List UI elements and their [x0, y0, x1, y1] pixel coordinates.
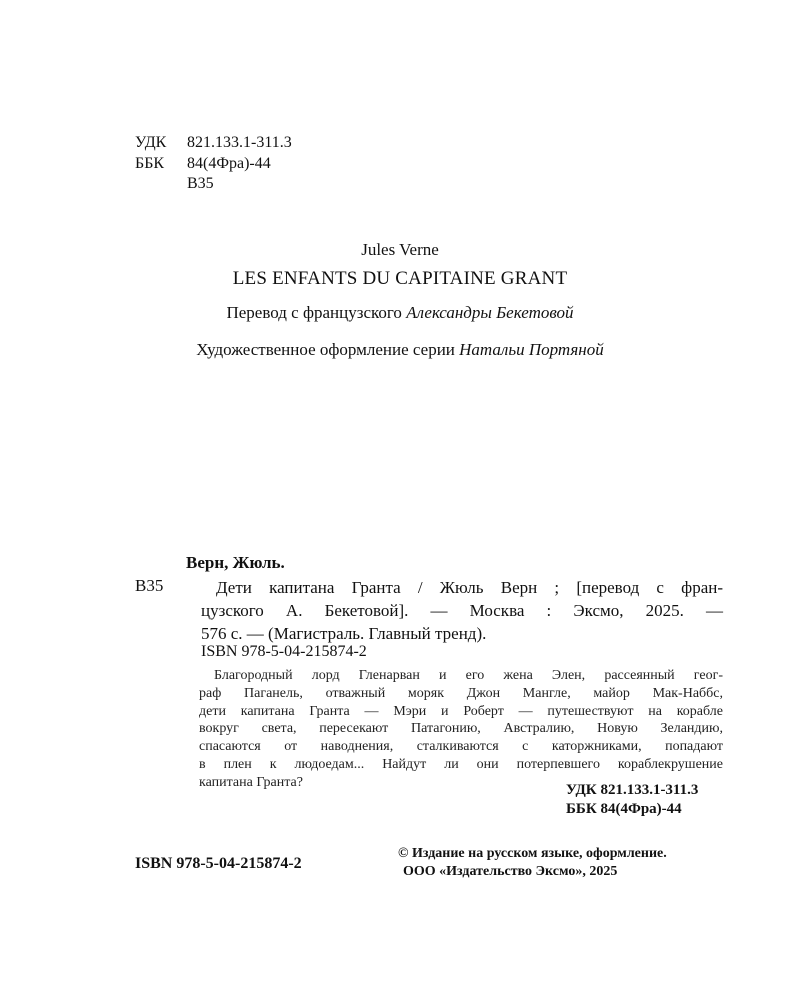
- udk-value: 821.133.1-311.3: [187, 134, 292, 151]
- annotation: [199, 667, 723, 792]
- annotation-line: в плен к людоедам... Найдут ли они потерпевшего кораблекрушение: [199, 756, 723, 772]
- translation-prefix: Перевод с французского: [226, 303, 402, 322]
- copyright-line-1: © Издание на русском языке, оформление.: [398, 846, 667, 861]
- bbk-value: 84(4Фра)-44: [187, 155, 271, 172]
- annotation-line: Благородный лорд Гленарван и его жена Элен, рассеянный геог-: [214, 668, 723, 683]
- isbn-bottom: ISBN 978-5-04-215874-2: [135, 855, 302, 872]
- annotation-line: спасаются от наводнения, сталкиваются с каторжниками, попадают: [199, 739, 723, 755]
- bottom-udk: УДК 821.133.1-311.3: [566, 782, 699, 798]
- annotation-line: вокруг света, пересекают Патагонию, Австралию, Новую Зеландию,: [199, 721, 723, 737]
- catalog-description: [201, 576, 723, 645]
- bottom-bbk: ББК 84(4Фра)-44: [566, 801, 682, 817]
- catalog-author-heading: Верн, Жюль.: [186, 553, 285, 572]
- annotation-line: капитана Гранта?: [199, 774, 303, 790]
- bbk-label: ББК: [135, 155, 165, 172]
- catalog-description-line: 576 с. — (Магистраль. Главный тренд).: [201, 624, 487, 643]
- catalog-description-line: Дети капитана Гранта / Жюль Верн ; [перевод с фран-: [216, 578, 723, 597]
- annotation-line: дети капитана Гранта — Мэри и Роберт — путешествуют на корабле: [199, 703, 723, 719]
- copyright-notice: [398, 845, 667, 881]
- design-credit: [0, 340, 800, 360]
- original-title: LES ENFANTS DU CAPITAINE GRANT: [232, 268, 568, 289]
- catalog-code: В35: [135, 576, 164, 595]
- catalog-description-line: цузского А. Бекетовой]. — Москва : Эксмо, 2025. —: [201, 601, 723, 620]
- udk-row: [135, 132, 435, 153]
- translation-credit: [0, 303, 800, 323]
- original-author: Jules Verne: [361, 240, 439, 259]
- translator-name: Александры Бекетовой: [406, 303, 574, 322]
- catalog-isbn: ISBN 978-5-04-215874-2: [201, 643, 367, 660]
- design-prefix: Художественное оформление серии: [196, 340, 455, 359]
- annotation-line: раф Паганель, отважный моряк Джон Мангле, майор Мак-Наббс,: [199, 685, 723, 701]
- author-code: В35: [187, 175, 214, 192]
- udk-label: УДК: [135, 134, 167, 151]
- designer-name: Натальи Портяной: [459, 340, 604, 359]
- copyright-line-2: ООО «Издательство Эксмо», 2025: [403, 864, 618, 879]
- bbk-row: [135, 153, 435, 174]
